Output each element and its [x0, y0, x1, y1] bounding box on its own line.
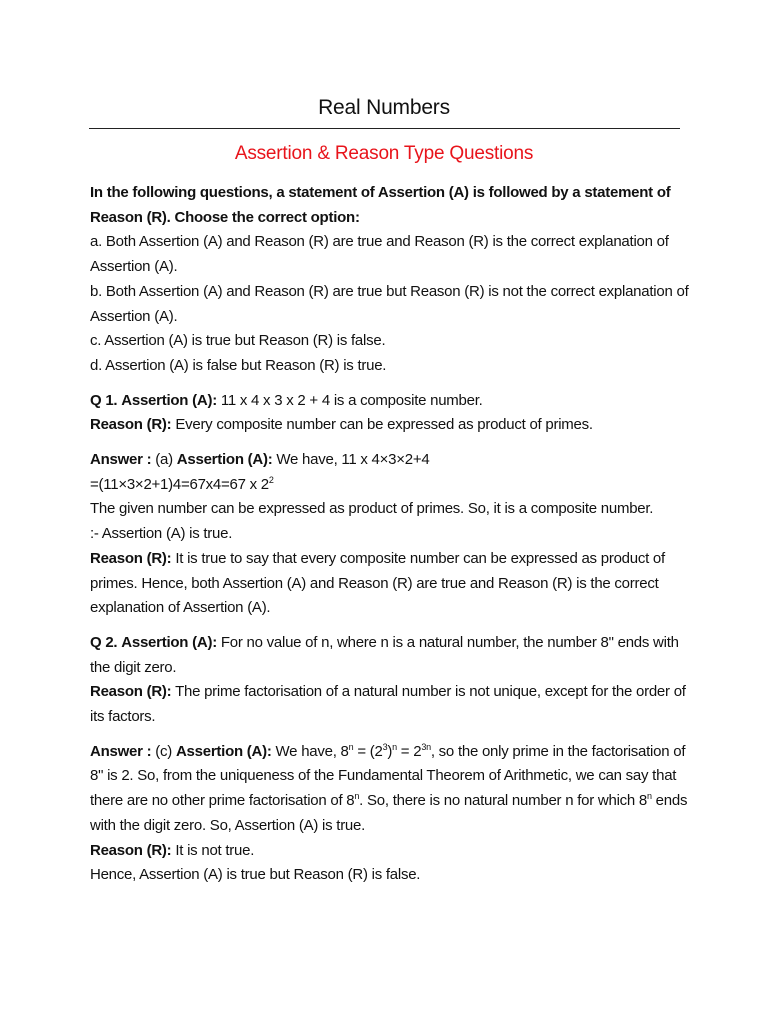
q2-answer-text-4: = 2: [396, 742, 422, 760]
q2-answer-text-5: , so the only prime in the factorisation of 8" is 2. So, from the uniqueness of the Fundamental Theorem of Arithmetic, we can say that there are no other prime factorisation of 8: [90, 742, 686, 810]
q1-reason-text: Every composite number can be expressed as product of primes.: [175, 416, 593, 434]
q2-answer-text-2: = (2: [353, 742, 383, 760]
instructions-text: In the following questions, a statement of Assertion (A) is followed by a statement of Reason (R). Choose the correct option:: [90, 184, 671, 226]
q2-assertion: [90, 631, 690, 680]
q1-answer-calculation: [90, 473, 690, 498]
q1-reason: [90, 413, 690, 438]
q1-answer: [90, 448, 690, 473]
q2-answer-reason-text: It is not true.: [175, 841, 255, 859]
q2-reason: [90, 680, 690, 729]
answer-label: Answer :: [90, 451, 152, 469]
q1-label: Q 1.: [90, 391, 118, 409]
q2-answer-exponent-2: 3: [382, 741, 388, 752]
option-d: d. Assertion (A) is false but Reason (R) is true.: [90, 356, 387, 374]
document-body: [90, 181, 690, 888]
reason-label: Reason (R):: [90, 841, 172, 859]
q2-answer-exponent-4: 3n: [421, 741, 431, 752]
q1-answer-line4: :- Assertion (A) is true.: [90, 525, 233, 543]
assertion-label: Assertion (A):: [175, 742, 272, 760]
answer-label: Answer :: [90, 742, 152, 760]
assertion-label: Assertion (A):: [121, 391, 217, 409]
reason-label: Reason (R):: [90, 683, 172, 701]
q2-answer-exponent-3: n: [392, 741, 397, 752]
q1-answer-line1: We have, 11 x 4×3×2+4: [276, 451, 430, 469]
q2-assertion-text: For no value of n, where n is a natural number, the number 8" ends with the digit zero.: [90, 633, 679, 676]
option-b: b. Both Assertion (A) and Reason (R) are true but Reason (R) is not the correct explanation of Assertion (A).: [90, 282, 689, 325]
assertion-label: Assertion (A):: [121, 633, 217, 651]
q1-answer-exponent: 2: [268, 474, 274, 485]
q1-answer-reason-text: It is true to say that every composite number can be expressed as product of primes. Hence, both Assertion (A) and Reason (R) are true and Reason (R) is the correct explanation of Assertion (A).: [90, 549, 665, 617]
title-divider: [89, 128, 680, 129]
q2-answer-text-6: . So, there is no natural number n for which 8: [359, 792, 647, 810]
section-subtitle: Assertion & Reason Type Questions: [234, 143, 534, 164]
q2-answer-exponent-1: n: [348, 741, 354, 752]
q1-assertion: [90, 389, 690, 414]
option-a: a. Both Assertion (A) and Reason (R) are true and Reason (R) is the correct explanation of Assertion (A).: [90, 233, 669, 276]
q2-label: Q 2.: [90, 633, 118, 651]
q2-reason-text: The prime factorisation of a natural number is not unique, except for the order of its factors.: [90, 683, 686, 726]
reason-label: Reason (R):: [90, 549, 172, 567]
q1-answer-option: (a): [155, 451, 173, 469]
q2-answer-reason: [90, 839, 690, 864]
q1-answer-reason: [90, 547, 690, 621]
q1-answer-line3: The given number can be expressed as product of primes. So, it is a composite number.: [90, 500, 654, 518]
option-c: c. Assertion (A) is true but Reason (R) is false.: [90, 332, 386, 350]
q2-answer-text-7: ends with the digit zero. So, Assertion (A) is true.: [90, 792, 688, 834]
q2-answer: [90, 740, 690, 839]
q2-answer-text-1: We have, 8: [275, 742, 349, 760]
q2-answer-text-3: ): [387, 742, 393, 760]
q1-answer-line2: =(11×3×2+1)4=67x4=67 x 2: [90, 475, 269, 493]
page-title: Real Numbers: [318, 96, 450, 119]
assertion-label: Assertion (A):: [176, 451, 273, 469]
q2-conclusion: Hence, Assertion (A) is true but Reason (R) is false.: [90, 866, 421, 884]
q2-answer-exponent-5: n: [354, 791, 360, 802]
q1-assertion-text: 11 x 4 x 3 x 2 + 4 is a composite number.: [220, 391, 483, 409]
reason-label: Reason (R):: [90, 416, 172, 434]
q2-answer-exponent-6: n: [647, 791, 652, 802]
q2-answer-option: (c): [155, 742, 173, 760]
